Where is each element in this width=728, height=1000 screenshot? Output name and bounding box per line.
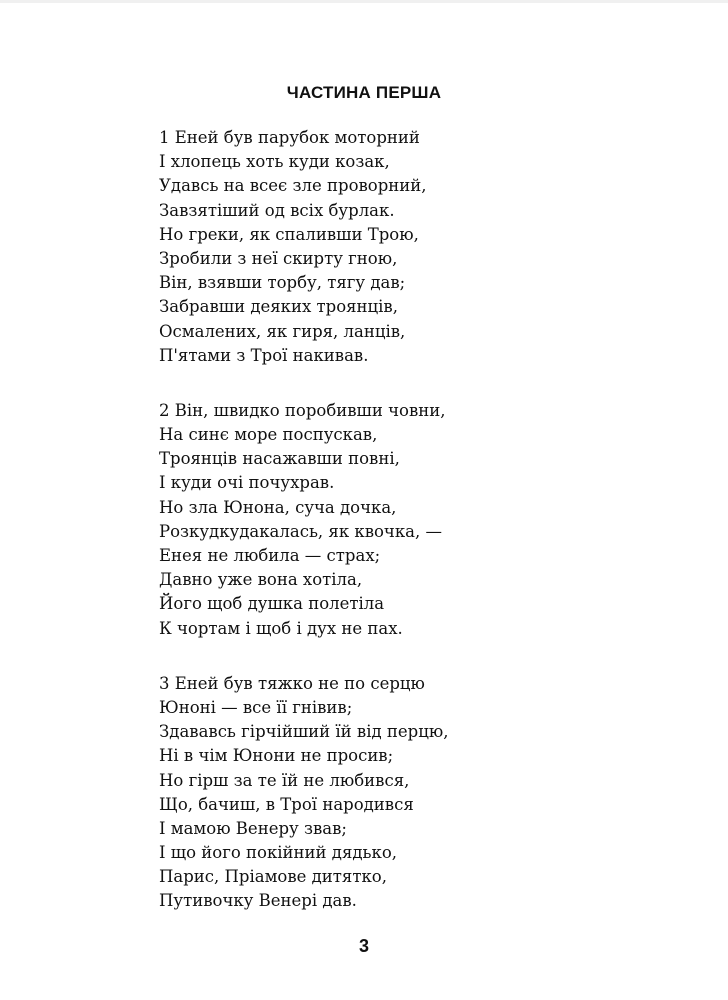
stanza-1 xyxy=(159,126,609,368)
verse-line: Удавсь на всеє зле проворний, xyxy=(159,176,427,196)
verse-line: 2 Він, швидко поробивши човни, xyxy=(159,400,446,420)
verse-line: Забравши деяких троянців, xyxy=(159,297,398,317)
verse-line: І хлопець хоть куди козак, xyxy=(159,152,390,172)
verse-line: Осмалених, як гиря, ланців, xyxy=(159,321,406,341)
verse-line: Що, бачиш, в Трої народився xyxy=(159,794,414,814)
verse-line: І що його покійний дядько, xyxy=(159,843,397,863)
verse-line: Но греки, як спаливши Трою, xyxy=(159,224,419,244)
page-top-edge xyxy=(0,0,728,3)
verse-line: Він, взявши торбу, тягу дав; xyxy=(159,273,406,293)
verse-line: Енея не любила — страх; xyxy=(159,546,381,565)
verse-line: Путивочку Венері дав. xyxy=(159,891,357,911)
verse-line: Давно уже вона хотіла, xyxy=(159,570,363,590)
verse-line: Троянців насажавши повні, xyxy=(159,449,400,469)
verse-line: Ні в чім Юнони не просив; xyxy=(159,746,394,766)
verse-line: І мамою Венеру звав; xyxy=(159,818,347,838)
verse-line: Зробили з неї скирту гною, xyxy=(159,248,398,268)
verse-line: Його щоб душка полетіла xyxy=(159,594,385,614)
verse-line: 1 Еней був парубок моторний xyxy=(159,128,420,147)
poem-body xyxy=(159,126,609,945)
verse-line: Юноні — все її гнівив; xyxy=(159,697,353,717)
verse-line: На синє море поспускав, xyxy=(159,425,378,445)
verse-line: П'ятами з Трої накивав. xyxy=(159,345,369,365)
verse-line: К чортам і щоб і дух не пах. xyxy=(159,618,403,638)
verse-line: Здававсь гірчійший їй від перцю, xyxy=(159,722,449,742)
verse-line: Но гірш за те їй не любився, xyxy=(159,770,410,790)
verse-line: Завзятіший од всіх бурлак. xyxy=(159,200,395,220)
verse-line: 3 Еней був тяжко не по серцю xyxy=(159,673,425,693)
stanza-3 xyxy=(159,672,609,914)
page-number: 3 xyxy=(358,936,369,956)
verse-line: Но зла Юнона, суча дочка, xyxy=(159,497,397,517)
chapter-title: ЧАСТИНА ПЕРША xyxy=(286,83,442,102)
verse-line: І куди очі почухрав. xyxy=(159,473,335,493)
stanza-2 xyxy=(159,399,609,641)
verse-line: Парис, Пріамове дитятко, xyxy=(159,867,387,887)
verse-line: Розкудкудакалась, як квочка, — xyxy=(159,521,442,541)
